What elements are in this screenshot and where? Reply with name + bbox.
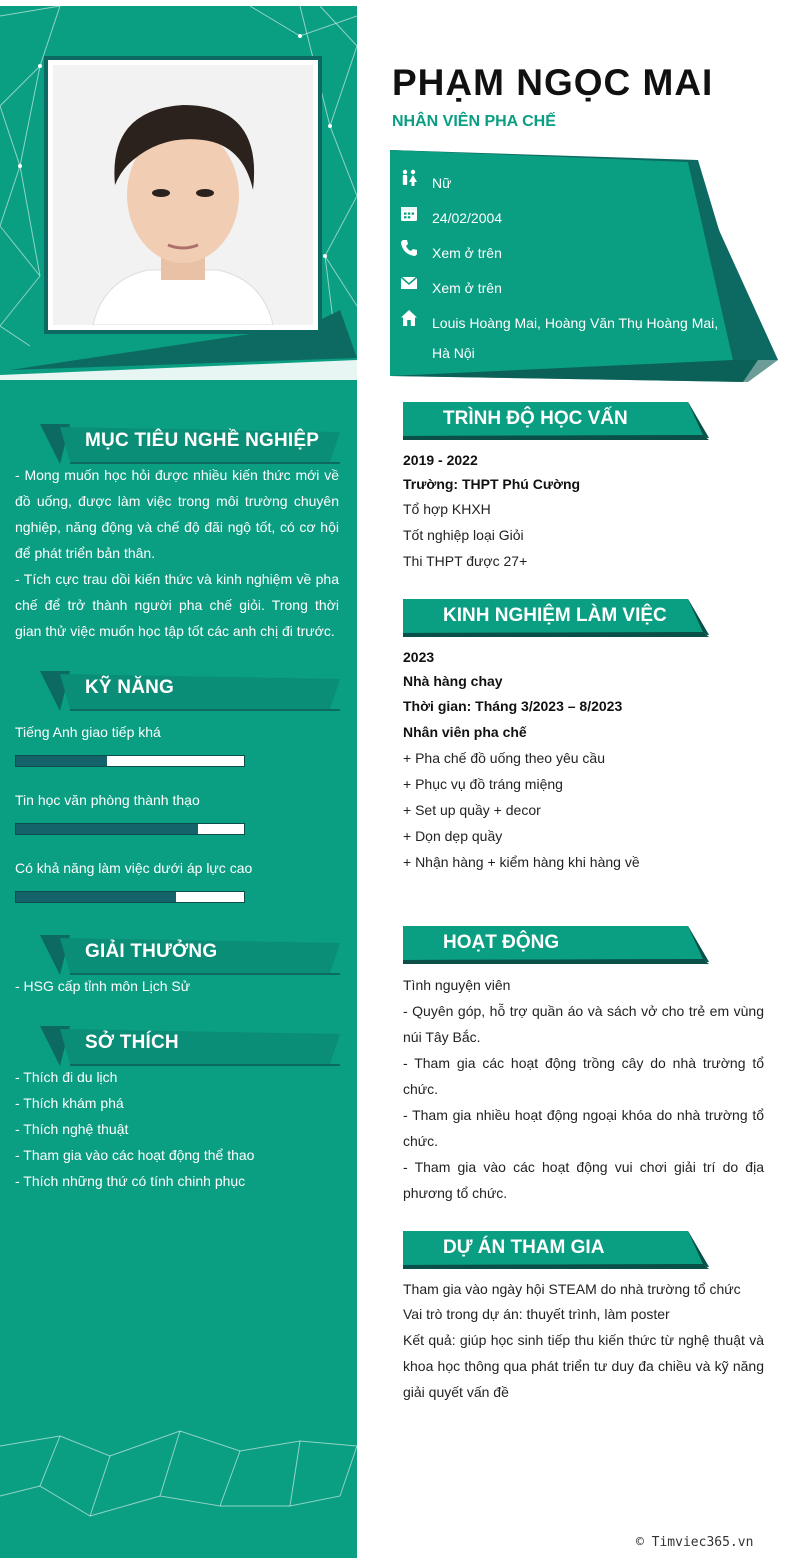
- contact-email: [400, 273, 732, 303]
- contact-text: 24/02/2004: [432, 210, 503, 226]
- experience-task: + Nhận hàng + kiểm hàng khi hàng về: [403, 854, 640, 870]
- experience-position: Nhân viên pha chế: [403, 724, 527, 740]
- education-title: TRÌNH ĐỘ HỌC VẤN: [443, 408, 628, 429]
- skill-label: Tiếng Anh giao tiếp khá: [15, 724, 161, 740]
- skill-label: Có khả năng làm việc dưới áp lực cao: [15, 860, 253, 876]
- activities-title: HOẠT ĐỘNG: [443, 932, 560, 953]
- awards-title: GIẢI THƯỞNG: [85, 941, 218, 962]
- objective-header: [40, 424, 340, 464]
- contact-text: Xem ở trên: [432, 280, 502, 296]
- calendar-icon: [400, 204, 418, 222]
- contact-phone: [400, 238, 732, 268]
- hobby-item: - Thích những thứ có tính chinh phục: [15, 1173, 246, 1189]
- contact-text: Nữ: [432, 175, 452, 191]
- experience-task: + Dọn dẹp quầy: [403, 828, 503, 844]
- education-line: Thi THPT được 27+: [403, 553, 528, 569]
- hobby-item: - Thích đi du lịch: [15, 1069, 118, 1085]
- skills-title: KỸ NĂNG: [85, 677, 175, 698]
- skill-fill: [16, 824, 198, 834]
- experience-year: 2023: [403, 649, 435, 665]
- awards-header: [40, 935, 340, 975]
- projects-header: [403, 1229, 713, 1273]
- objective-title: MỤC TIÊU NGHỀ NGHIỆP: [85, 430, 320, 451]
- award-item: - HSG cấp tỉnh môn Lịch Sử: [15, 978, 191, 994]
- contact-text: Xem ở trên: [432, 245, 502, 261]
- home-icon: [400, 309, 418, 327]
- activities-header: [403, 924, 713, 968]
- contact-birthday: [400, 203, 732, 233]
- avatar: [53, 65, 313, 325]
- experience-time: Thời gian: Tháng 3/2023 – 8/2023: [403, 698, 623, 714]
- hobbies-header: [40, 1026, 340, 1066]
- activity-item: - Quyên góp, hỗ trợ quần áo và sách vở cho trẻ em vùng núi Tây Bắc.: [403, 1003, 764, 1045]
- skill-fill: [16, 756, 107, 766]
- skills-header: [40, 671, 340, 711]
- education-header: [403, 400, 713, 444]
- education-line: Tốt nghiệp loại Giỏi: [403, 527, 524, 543]
- skill-label: Tin học văn phòng thành thạo: [15, 792, 200, 808]
- objective-text-1: - Mong muốn học hỏi được nhiều kiến thức mới về đồ uống, được làm việc trong môi trường chuyên nghiệp, năng động và chế độ đãi ngộ tốt, có cơ hội để phát triển bản thân.: [15, 467, 339, 561]
- experience-title: KINH NGHIỆM LÀM VIỆC: [443, 605, 667, 626]
- skill-progress-bar: [15, 891, 245, 903]
- project-line: Tham gia vào ngày hội STEAM do nhà trường tổ chức: [403, 1281, 741, 1297]
- skill-progress-bar: [15, 755, 245, 767]
- profile-photo-frame: [44, 56, 322, 334]
- profile-photo: [53, 65, 313, 325]
- project-result: Kết quả: giúp học sinh tiếp thu kiến thức từ nghệ thuật và khoa học thông qua phát triển tư duy đa chiều và kỹ năng giải quyết vấn đề: [403, 1332, 764, 1400]
- education-school: Trường: THPT Phú Cường: [403, 476, 581, 492]
- activity-item: - Tham gia nhiều hoạt động ngoại khóa do nhà trường tổ chức.: [403, 1107, 764, 1149]
- experience-header: [403, 597, 713, 641]
- hobby-item: - Thích nghệ thuật: [15, 1121, 129, 1137]
- gender-icon: [400, 169, 418, 187]
- experience-task: + Pha chế đồ uống theo yêu cầu: [403, 750, 605, 766]
- objective-text-2: - Tích cực trau dồi kiến thức và kinh nghiệm về pha chế để trở thành người pha chế giỏi. Trong thời gian thử việc muốn học tập tốt các anh chị đi trước.: [15, 571, 339, 639]
- activity-item: - Tham gia các hoạt động trồng cây do nhà trường tổ chức.: [403, 1055, 764, 1097]
- education-period: 2019 - 2022: [403, 452, 478, 468]
- skill-fill: [16, 892, 176, 902]
- email-icon: [400, 274, 418, 292]
- contact-address: [400, 308, 732, 368]
- contact-text: Louis Hoàng Mai, Hoàng Văn Thụ Hoàng Mai, Hà Nội: [432, 315, 719, 361]
- activities-role: Tình nguyện viên: [403, 977, 511, 993]
- project-line: Vai trò trong dự án: thuyết trình, làm poster: [403, 1306, 670, 1322]
- skill-progress-bar: [15, 823, 245, 835]
- experience-task: + Phục vụ đồ tráng miệng: [403, 776, 563, 792]
- activity-item: - Tham gia vào các hoạt động vui chơi giải trí do địa phương tổ chức.: [403, 1159, 764, 1201]
- phone-icon: [400, 239, 418, 257]
- experience-task: + Set up quầy + decor: [403, 802, 541, 818]
- geometric-pattern-bottom: [0, 1426, 357, 1558]
- job-title: NHÂN VIÊN PHA CHẾ: [392, 113, 556, 130]
- candidate-name: PHẠM NGỌC MAI: [392, 62, 714, 103]
- footer-copyright: © Timviec365.vn: [636, 1535, 754, 1550]
- projects-title: DỰ ÁN THAM GIA: [443, 1237, 605, 1258]
- hobby-item: - Thích khám phá: [15, 1095, 124, 1111]
- contact-gender: [400, 168, 732, 198]
- education-line: Tổ hợp KHXH: [403, 501, 491, 517]
- hobbies-title: SỞ THÍCH: [85, 1032, 179, 1053]
- hobby-item: - Tham gia vào các hoạt động thể thao: [15, 1147, 255, 1163]
- experience-company: Nhà hàng chay: [403, 673, 503, 689]
